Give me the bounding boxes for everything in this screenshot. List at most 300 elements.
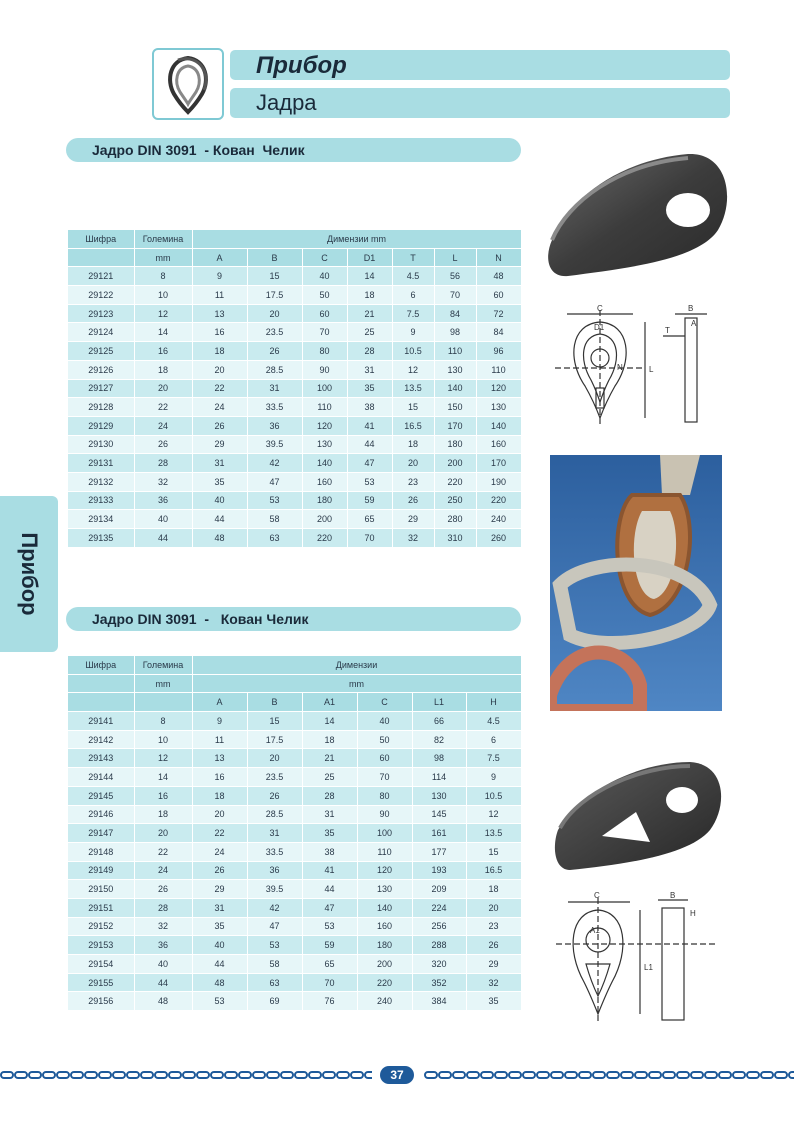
table-cell: 44 (192, 955, 247, 974)
table-cell: 16 (192, 323, 247, 342)
table-cell: 44 (134, 973, 192, 992)
table-row (68, 491, 521, 510)
table-cell: 28 (134, 898, 192, 917)
table-row (68, 304, 521, 323)
table-cell: 31 (247, 379, 302, 398)
table-cell: 29151 (68, 898, 134, 917)
table-row (68, 786, 521, 805)
table-cell: 260 (476, 529, 521, 548)
table-cell: 96 (476, 342, 521, 361)
drawing1-label-d1: D1 (594, 323, 605, 332)
drawing1-label-c: C (597, 304, 603, 313)
table-cell: 7.5 (466, 749, 521, 768)
table-cell: 140 (357, 898, 412, 917)
table-cell: 28 (347, 342, 392, 361)
table-cell: 36 (134, 491, 192, 510)
header-cell: Димензии (192, 656, 521, 674)
table-cell: 130 (302, 435, 347, 454)
table-cell: 80 (357, 786, 412, 805)
table-cell: 29143 (68, 749, 134, 768)
table-cell: 130 (476, 398, 521, 417)
header-cell: Големина (134, 230, 192, 248)
table-cell: 32 (466, 973, 521, 992)
table-row (68, 379, 521, 398)
table-cell: 42 (247, 454, 302, 473)
table-cell: 36 (247, 861, 302, 880)
table-cell: 29132 (68, 472, 134, 491)
table-cell: 29 (392, 510, 434, 529)
table-cell: 160 (476, 435, 521, 454)
table-cell: 23.5 (247, 768, 302, 787)
header-cell: mm (134, 674, 192, 693)
drawing1-label-a: A (691, 319, 697, 328)
table-cell: 209 (412, 880, 466, 899)
table-cell: 18 (347, 286, 392, 305)
table-row (68, 730, 521, 749)
table-cell: 110 (302, 398, 347, 417)
table-cell: 110 (357, 842, 412, 861)
table-row (68, 323, 521, 342)
side-tab-label: Прибор (17, 532, 42, 616)
header-cell: N (476, 248, 521, 267)
table-cell: 352 (412, 973, 466, 992)
table-row (68, 992, 521, 1011)
table-cell: 29133 (68, 491, 134, 510)
table-cell: 29122 (68, 286, 134, 305)
table-row (68, 360, 521, 379)
table-cell: 29141 (68, 712, 134, 731)
table-cell: 10.5 (392, 342, 434, 361)
table-cell: 25 (347, 323, 392, 342)
table-cell: 38 (347, 398, 392, 417)
table-row (68, 880, 521, 899)
table-cell: 26 (134, 880, 192, 899)
table-cell: 180 (434, 435, 476, 454)
drawing2-label-l1: L1 (644, 963, 653, 972)
drawing1-label-l: L (649, 365, 654, 374)
table-cell: 24 (192, 842, 247, 861)
table-cell: 47 (247, 472, 302, 491)
table-cell: 50 (357, 730, 412, 749)
table-cell: 18 (192, 342, 247, 361)
header-cell: A (192, 248, 247, 267)
thimble-photo-2 (550, 750, 730, 875)
header-cell (68, 674, 134, 693)
table-cell: 29126 (68, 360, 134, 379)
table-cell: 70 (347, 529, 392, 548)
table-cell: 26 (134, 435, 192, 454)
table-cell: 220 (357, 973, 412, 992)
table-cell: 16.5 (466, 861, 521, 880)
table-cell: 4.5 (392, 267, 434, 286)
table-cell: 31 (302, 805, 357, 824)
table-cell: 18 (466, 880, 521, 899)
table-cell: 60 (476, 286, 521, 305)
table-cell: 41 (347, 416, 392, 435)
table-cell: 53 (302, 917, 357, 936)
table-cell: 84 (476, 323, 521, 342)
table-cell: 20 (247, 749, 302, 768)
table-cell: 31 (192, 898, 247, 917)
table-cell: 33.5 (247, 398, 302, 417)
table-cell: 29148 (68, 842, 134, 861)
table-cell: 130 (434, 360, 476, 379)
table-cell: 23.5 (247, 323, 302, 342)
table-cell: 15 (247, 267, 302, 286)
drawing2-label-b: B (670, 891, 676, 900)
section2-title: Јадро DIN 3091 - Кован Челик (92, 611, 309, 627)
table-cell: 18 (392, 435, 434, 454)
table-cell: 29147 (68, 824, 134, 843)
header-cell: A1 (302, 693, 357, 712)
section1-title-bar (66, 138, 521, 162)
table-cell: 20 (192, 360, 247, 379)
page-subtitle: Јадра (256, 90, 317, 115)
table-cell: 14 (347, 267, 392, 286)
header-cell: Димензии mm (192, 230, 521, 248)
table-cell: 48 (192, 529, 247, 548)
table-cell: 100 (302, 379, 347, 398)
table-cell: 29 (466, 955, 521, 974)
table-cell: 10 (134, 286, 192, 305)
header-cell: B (247, 248, 302, 267)
table-cell: 90 (302, 360, 347, 379)
drawing1-label-t: T (665, 326, 670, 335)
table-cell: 26 (192, 416, 247, 435)
table-cell: 39.5 (247, 435, 302, 454)
table-cell: 29146 (68, 805, 134, 824)
table-cell: 9 (192, 712, 247, 731)
header-cell: Големина (134, 656, 192, 674)
table-cell: 6 (392, 286, 434, 305)
table-cell: 25 (302, 768, 357, 787)
table-cell: 53 (347, 472, 392, 491)
table-cell: 220 (476, 491, 521, 510)
table-cell: 70 (302, 973, 357, 992)
spec-table-2 (68, 656, 522, 1011)
table-cell: 48 (192, 973, 247, 992)
table-row (68, 749, 521, 768)
table-cell: 24 (192, 398, 247, 417)
table-cell: 130 (412, 786, 466, 805)
table-cell: 36 (134, 936, 192, 955)
table-cell: 256 (412, 917, 466, 936)
table-cell: 13.5 (466, 824, 521, 843)
table-cell: 200 (357, 955, 412, 974)
side-tab (0, 496, 58, 652)
table-cell: 4.5 (466, 712, 521, 731)
table-cell: 31 (247, 824, 302, 843)
table-cell: 161 (412, 824, 466, 843)
table-cell: 38 (302, 842, 357, 861)
table-cell: 44 (302, 880, 357, 899)
table-cell: 29123 (68, 304, 134, 323)
table-cell: 20 (247, 304, 302, 323)
table-cell: 35 (347, 379, 392, 398)
table-cell: 310 (434, 529, 476, 548)
table-cell: 220 (302, 529, 347, 548)
table-row (68, 936, 521, 955)
table-cell: 70 (302, 323, 347, 342)
logo (152, 48, 224, 120)
table-cell: 20 (134, 824, 192, 843)
table-cell: 80 (302, 342, 347, 361)
table-cell: 14 (134, 323, 192, 342)
table-cell: 320 (412, 955, 466, 974)
header-cell: D1 (347, 248, 392, 267)
table-cell: 90 (357, 805, 412, 824)
table-cell: 140 (434, 379, 476, 398)
table-cell: 190 (476, 472, 521, 491)
header-cell: L (434, 248, 476, 267)
table-cell: 44 (347, 435, 392, 454)
table-cell: 47 (247, 917, 302, 936)
table-cell: 42 (247, 898, 302, 917)
table-row (68, 472, 521, 491)
section1-title: Јадро DIN 3091 - Кован Челик (92, 142, 305, 158)
table-row (68, 842, 521, 861)
table-cell: 29124 (68, 323, 134, 342)
page-title: Прибор (256, 52, 347, 79)
table-cell: 120 (476, 379, 521, 398)
table-cell: 28 (302, 786, 357, 805)
table-cell: 29156 (68, 992, 134, 1011)
table-row (68, 712, 521, 731)
table-cell: 29131 (68, 454, 134, 473)
header-cell (68, 248, 134, 267)
table-row (68, 398, 521, 417)
table-row (68, 805, 521, 824)
table-cell: 120 (302, 416, 347, 435)
table-row (68, 416, 521, 435)
table-cell: 29149 (68, 861, 134, 880)
table-cell: 18 (134, 360, 192, 379)
drawing2-label-a1: A1 (590, 926, 600, 935)
table-cell: 66 (412, 712, 466, 731)
table-cell: 31 (192, 454, 247, 473)
table-cell: 58 (247, 955, 302, 974)
table-cell: 177 (412, 842, 466, 861)
header-cell: H (466, 693, 521, 712)
table-cell: 240 (476, 510, 521, 529)
page-number: 37 (380, 1066, 414, 1084)
table-row (68, 286, 521, 305)
table-cell: 40 (192, 491, 247, 510)
table-cell: 20 (466, 898, 521, 917)
table-cell: 76 (302, 992, 357, 1011)
table-cell: 29128 (68, 398, 134, 417)
table-cell: 98 (412, 749, 466, 768)
table-cell: 69 (247, 992, 302, 1011)
drawing1-label-n: N (617, 363, 623, 372)
table-cell: 16 (134, 786, 192, 805)
table-cell: 18 (302, 730, 357, 749)
table-cell: 29127 (68, 379, 134, 398)
table-cell: 193 (412, 861, 466, 880)
table-cell: 12 (392, 360, 434, 379)
table-cell: 29 (192, 435, 247, 454)
section2-title-bar (66, 607, 521, 631)
table-cell: 130 (357, 880, 412, 899)
table-cell: 48 (134, 992, 192, 1011)
table-cell: 40 (134, 510, 192, 529)
table-cell: 36 (247, 416, 302, 435)
table-cell: 145 (412, 805, 466, 824)
table-cell: 384 (412, 992, 466, 1011)
table-cell: 22 (134, 842, 192, 861)
thimble-drawing-2 (548, 890, 728, 1030)
table-row (68, 824, 521, 843)
table-cell: 150 (434, 398, 476, 417)
shackle-photo (550, 455, 722, 711)
table-cell: 28.5 (247, 805, 302, 824)
header-cell (134, 693, 192, 712)
table-row (68, 342, 521, 361)
table-cell: 26 (247, 786, 302, 805)
table-cell: 56 (434, 267, 476, 286)
table-cell: 29129 (68, 416, 134, 435)
table-cell: 47 (302, 898, 357, 917)
table-row (68, 454, 521, 473)
table-cell: 220 (434, 472, 476, 491)
table-cell: 29121 (68, 267, 134, 286)
table-cell: 110 (434, 342, 476, 361)
table-cell: 12 (134, 749, 192, 768)
table-cell: 17.5 (247, 286, 302, 305)
chain-decoration-left (0, 1069, 372, 1081)
table-cell: 70 (357, 768, 412, 787)
header-cell: T (392, 248, 434, 267)
table-cell: 26 (466, 936, 521, 955)
table-cell: 140 (302, 454, 347, 473)
table-cell: 10 (134, 730, 192, 749)
table-cell: 29135 (68, 529, 134, 548)
table-row (68, 768, 521, 787)
table-cell: 47 (347, 454, 392, 473)
page-title-bar (230, 50, 730, 80)
thimble-drawing-1 (545, 300, 725, 430)
table-cell: 29134 (68, 510, 134, 529)
header-cell: C (357, 693, 412, 712)
drawing2-label-h: H (690, 909, 696, 918)
table-cell: 63 (247, 529, 302, 548)
table-cell: 29155 (68, 973, 134, 992)
table-cell: 11 (192, 730, 247, 749)
table-cell: 15 (466, 842, 521, 861)
table-cell: 70 (434, 286, 476, 305)
table-cell: 29144 (68, 768, 134, 787)
table-cell: 60 (357, 749, 412, 768)
table-cell: 40 (357, 712, 412, 731)
table-cell: 53 (192, 992, 247, 1011)
table-cell: 17.5 (247, 730, 302, 749)
table-cell: 35 (302, 824, 357, 843)
table-cell: 18 (192, 786, 247, 805)
table-cell: 59 (302, 936, 357, 955)
table-cell: 288 (412, 936, 466, 955)
table-cell: 170 (434, 416, 476, 435)
table-cell: 20 (392, 454, 434, 473)
table-cell: 72 (476, 304, 521, 323)
table-cell: 13 (192, 304, 247, 323)
table-cell: 120 (357, 861, 412, 880)
table-cell: 110 (476, 360, 521, 379)
header-cell: L1 (412, 693, 466, 712)
table-cell: 29153 (68, 936, 134, 955)
table-cell: 40 (302, 267, 347, 286)
table-cell: 58 (247, 510, 302, 529)
header-cell: B (247, 693, 302, 712)
thimble-icon (154, 50, 222, 118)
table-cell: 200 (434, 454, 476, 473)
table-cell: 82 (412, 730, 466, 749)
table-cell: 10.5 (466, 786, 521, 805)
table-cell: 59 (347, 491, 392, 510)
table-cell: 35 (192, 917, 247, 936)
table-cell: 29154 (68, 955, 134, 974)
table-cell: 26 (192, 861, 247, 880)
table-row (68, 529, 521, 548)
table-cell: 29152 (68, 917, 134, 936)
table-cell: 14 (302, 712, 357, 731)
table-cell: 26 (247, 342, 302, 361)
table-row (68, 267, 521, 286)
table-cell: 28 (134, 454, 192, 473)
table-row (68, 861, 521, 880)
table-row (68, 917, 521, 936)
table-cell: 26 (392, 491, 434, 510)
table-cell: 40 (134, 955, 192, 974)
table-cell: 160 (357, 917, 412, 936)
page-subtitle-bar (230, 88, 730, 118)
table-cell: 35 (192, 472, 247, 491)
table-cell: 29 (192, 880, 247, 899)
table-cell: 20 (134, 379, 192, 398)
table-cell: 14 (134, 768, 192, 787)
table-cell: 23 (392, 472, 434, 491)
table-cell: 29150 (68, 880, 134, 899)
table-cell: 9 (466, 768, 521, 787)
table-cell: 100 (357, 824, 412, 843)
table-cell: 8 (134, 267, 192, 286)
table-cell: 114 (412, 768, 466, 787)
header-cell: Шифра (68, 656, 134, 674)
table-cell: 84 (434, 304, 476, 323)
table-cell: 98 (434, 323, 476, 342)
table-cell: 250 (434, 491, 476, 510)
table-cell: 24 (134, 416, 192, 435)
table-cell: 7.5 (392, 304, 434, 323)
table-cell: 29130 (68, 435, 134, 454)
spec-table-1 (68, 230, 522, 548)
header-cell: Шифра (68, 230, 134, 248)
table-cell: 224 (412, 898, 466, 917)
table-cell: 29125 (68, 342, 134, 361)
table-cell: 24 (134, 861, 192, 880)
table-cell: 12 (134, 304, 192, 323)
table-row (68, 435, 521, 454)
table-cell: 13.5 (392, 379, 434, 398)
table-cell: 13 (192, 749, 247, 768)
table-cell: 8 (134, 712, 192, 731)
table-cell: 9 (192, 267, 247, 286)
header-cell: A (192, 693, 247, 712)
table-cell: 31 (347, 360, 392, 379)
table-cell: 180 (302, 491, 347, 510)
header-cell: mm (134, 248, 192, 267)
table-cell: 11 (192, 286, 247, 305)
table-cell: 6 (466, 730, 521, 749)
